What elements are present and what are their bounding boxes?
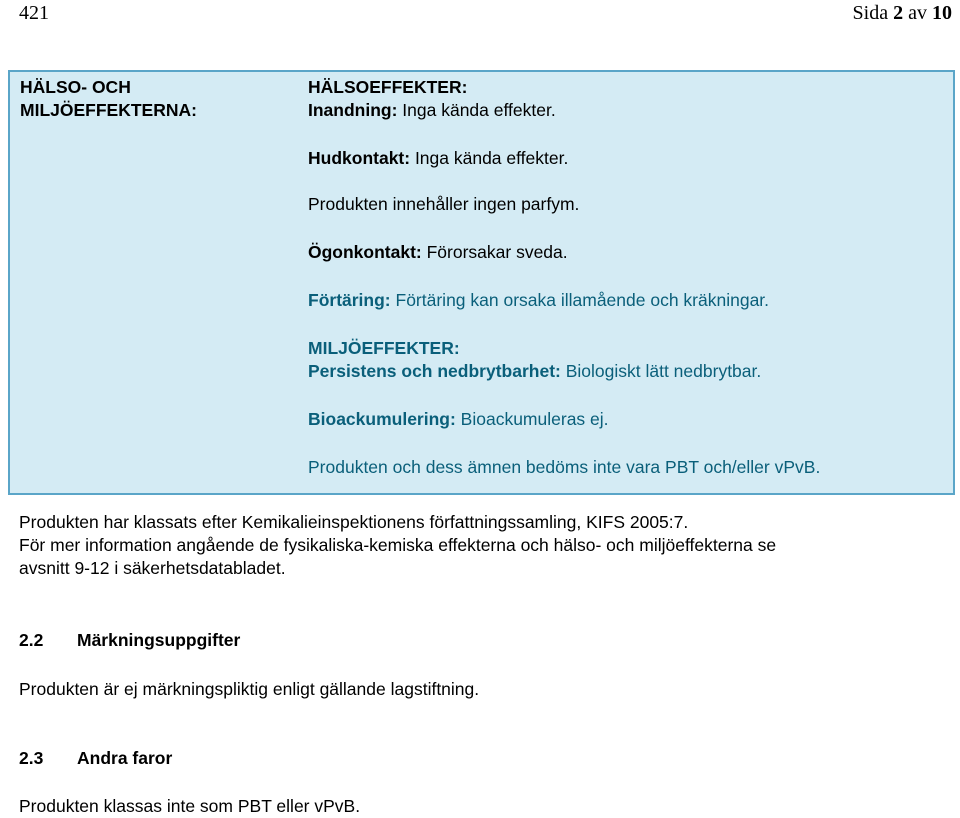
persistence-line (308, 360, 938, 383)
ingestion-line (308, 289, 938, 312)
effects-box-label (20, 76, 280, 122)
health-effects-heading: HÄLSOEFFEKTER: (308, 77, 468, 97)
skin-contact-text: Inga kända effekter. (410, 148, 569, 168)
environment-effects-heading: MILJÖEFFEKTER: (308, 338, 460, 358)
section-2-3-title: Andra faror (77, 748, 173, 768)
classification-line1: Produkten har klassats efter Kemikalieinspektionens författningssamling, KIFS 2005:7. (19, 512, 689, 532)
perfume-line: Produkten innehåller ingen parfym. (308, 194, 580, 214)
bioaccumulation-text: Bioackumuleras ej. (455, 409, 609, 429)
bioaccumulation-line (308, 408, 938, 431)
page-prefix: Sida (852, 2, 889, 24)
effects-label-line2: MILJÖEFFEKTERNA: (20, 100, 197, 120)
skin-contact-label: Hudkontakt: (308, 148, 411, 168)
section-2-3-heading (19, 748, 172, 769)
persistence-text: Biologiskt lätt nedbrytbar. (560, 361, 762, 381)
effects-box-content (308, 76, 938, 479)
classification-line2: För mer information angående de fysikaliska-kemiska effekterna och hälso- och miljöeffekterna se (19, 535, 777, 555)
section-2-3-number: 2.3 (19, 748, 44, 768)
eye-contact-text: Förorsakar sveda. (421, 242, 568, 262)
classification-line3: avsnitt 9-12 i säkerhetsdatabladet. (19, 558, 286, 578)
page-separator: av (908, 2, 927, 24)
section-2-2-body: Produkten är ej märkningspliktig enligt gällande lagstiftning. (19, 679, 480, 699)
eye-contact-line (308, 241, 938, 264)
skin-contact-line (308, 147, 938, 170)
page-current: 2 (893, 2, 904, 24)
pbt-assessment-line: Produkten och dess ämnen bedöms inte vara PBT och/eller vPvB. (308, 457, 821, 477)
effects-label-line1: HÄLSO- OCH (20, 77, 131, 97)
section-2-2-number: 2.2 (19, 630, 44, 650)
health-environment-effects-box (8, 70, 955, 495)
ingestion-text: Förtäring kan orsaka illamående och kräkningar. (390, 290, 770, 310)
persistence-label: Persistens och nedbrytbarhet: (308, 361, 561, 381)
inhalation-label: Inandning: (308, 100, 398, 120)
document-number: 421 (19, 2, 49, 24)
section-2-3-body: Produkten klassas inte som PBT eller vPvB. (19, 796, 361, 816)
classification-paragraph (19, 511, 949, 580)
eye-contact-label: Ögonkontakt: (308, 242, 422, 262)
page-indicator (853, 2, 952, 25)
inhalation-line (308, 99, 938, 122)
page-header (0, 0, 960, 30)
section-2-2-title: Märkningsuppgifter (77, 630, 241, 650)
bioaccumulation-label: Bioackumulering: (308, 409, 456, 429)
inhalation-text: Inga kända effekter. (397, 100, 556, 120)
ingestion-label: Förtäring: (308, 290, 391, 310)
section-2-2-heading (19, 630, 240, 651)
page-total: 10 (932, 2, 952, 24)
